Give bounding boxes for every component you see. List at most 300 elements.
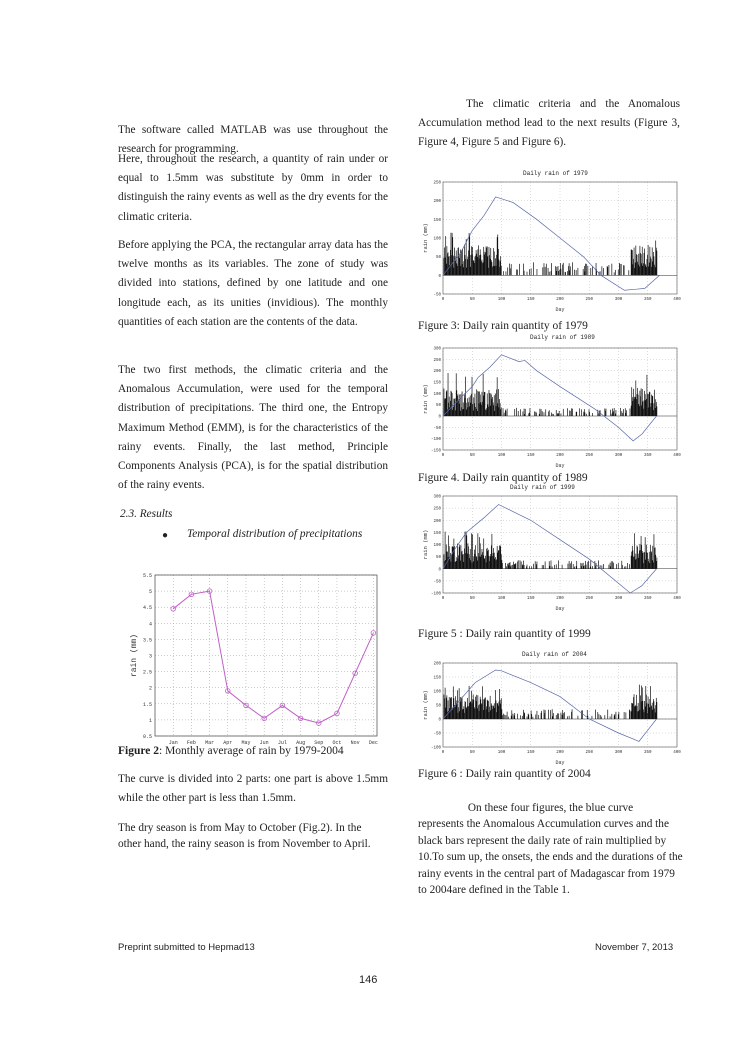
rain-bar — [619, 712, 620, 719]
rain-bar — [535, 715, 536, 719]
rain-bar — [576, 412, 577, 416]
y-tick-label: 0 — [438, 415, 441, 420]
x-tick-label: 150 — [526, 597, 535, 601]
rain-bar — [576, 270, 577, 275]
rain-bar — [521, 561, 522, 568]
rain-bar — [514, 713, 515, 719]
x-tick-label: 300 — [614, 597, 623, 601]
y-tick-label: 50 — [435, 704, 441, 709]
rain-bar — [611, 561, 612, 568]
rain-bar — [514, 409, 515, 416]
rain-bar — [559, 411, 560, 416]
rain-bar — [503, 408, 504, 416]
rain-bar — [572, 709, 573, 719]
rain-bar — [516, 408, 517, 416]
rain-bar — [540, 409, 541, 416]
y-tick-label: 300 — [433, 495, 441, 500]
y-tick-label: 300 — [433, 347, 441, 352]
rain-bar — [572, 409, 573, 416]
rain-bar — [581, 711, 582, 719]
rain-bar — [541, 711, 542, 719]
rain-bar — [599, 714, 600, 719]
x-tick-label: 150 — [526, 454, 535, 458]
anomalous-accumulation-curve — [443, 504, 657, 593]
y-tick-label: 200 — [433, 200, 441, 205]
figure-2-label: Figure 2 — [118, 745, 159, 757]
rain-bar — [503, 271, 504, 275]
x-tick-label: 0 — [441, 597, 445, 601]
y-tick-label: 100 — [433, 392, 441, 397]
rain-bar — [556, 715, 557, 719]
rain-bar — [602, 266, 603, 275]
rain-bar — [529, 566, 530, 569]
rain-bar — [511, 565, 512, 568]
rain-bar — [574, 567, 575, 569]
rain-bar — [618, 270, 619, 276]
x-tick-label: 150 — [526, 298, 535, 302]
rain-bar — [624, 712, 625, 719]
rain-bar — [614, 714, 615, 719]
rain-bar — [561, 713, 562, 719]
rain-bar — [553, 713, 554, 719]
rain-bar — [504, 413, 505, 416]
x-axis-label: Day — [555, 760, 565, 766]
y-tick-label: -50 — [433, 426, 441, 431]
rain-bar — [556, 564, 557, 568]
rain-bar — [536, 413, 537, 416]
y-axis-label: rain (mm) — [422, 690, 429, 720]
rain-bar — [508, 717, 509, 719]
y-tick-label: -100 — [430, 438, 441, 443]
rain-bar — [524, 271, 525, 276]
rain-bar — [545, 710, 546, 719]
y-tick-label: 250 — [433, 181, 441, 186]
rain-bar — [524, 565, 525, 569]
rain-bar — [558, 271, 559, 275]
rain-bar — [506, 411, 507, 416]
rain-bar — [523, 411, 524, 416]
x-tick-label: 150 — [526, 751, 535, 755]
rain-bar — [583, 269, 584, 275]
x-tick-label: 400 — [673, 454, 681, 458]
rain-bar — [528, 715, 529, 719]
paragraph-pca: Before applying the PCA, the rectangular array data has the twelve months as its variables. The zone of study was divided into stations, defined by one latitude and one longitude each, as its unities (invidious). The monthly quantities of each station are the contents of the data. — [118, 239, 388, 328]
x-tick-label: 350 — [643, 298, 652, 302]
x-tick-label: Feb — [186, 740, 196, 746]
paragraph-first-line: On these four figures, the blue curve — [467, 802, 634, 814]
figure-5-title: Daily rain of 1999 — [510, 484, 575, 491]
rain-bar — [612, 561, 613, 568]
y-tick-label: 1.5 — [142, 701, 152, 708]
rain-bar — [624, 265, 625, 275]
rain-bar — [524, 713, 525, 719]
x-tick-label: 200 — [556, 454, 564, 458]
rain-bar — [582, 710, 583, 719]
x-tick-label: 300 — [614, 454, 623, 458]
rain-bar — [535, 561, 536, 569]
y-tick-label: -150 — [430, 449, 441, 454]
rain-bar — [586, 565, 587, 569]
rain-bar — [556, 410, 557, 416]
x-tick-label: Jul — [277, 740, 287, 746]
rain-bar — [595, 710, 596, 719]
rain-bar — [590, 268, 591, 275]
rain-bar — [520, 715, 521, 719]
rain-bar — [571, 408, 572, 416]
rain-bar — [549, 410, 550, 416]
paragraph-results-intro: The climatic criteria and the Anomalous Accumulation method lead to the next results (Figure 3, Figure 4, Figure 5 and Figure 6). — [418, 98, 680, 149]
x-tick-label: 250 — [585, 597, 594, 601]
figure-6-title: Daily rain of 2004 — [522, 651, 587, 658]
rain-bar — [606, 409, 607, 416]
rain-bar — [518, 411, 519, 416]
y-tick-label: 3 — [148, 653, 152, 660]
rain-bar — [545, 267, 546, 275]
rain-bar — [657, 558, 658, 569]
rain-bar — [520, 560, 521, 568]
y-axis-label: rain (mm) — [422, 223, 429, 253]
rain-bar — [657, 406, 658, 416]
y-tick-label: 150 — [433, 531, 441, 536]
page-number: 146 — [359, 974, 378, 986]
y-tick-label: 0 — [438, 274, 441, 279]
x-tick-label: May — [241, 740, 251, 746]
x-tick-label: 50 — [469, 454, 475, 458]
rain-bar — [522, 716, 523, 719]
rain-bar — [626, 712, 627, 719]
y-tick-label: 150 — [433, 218, 441, 223]
rain-bar — [564, 712, 565, 719]
x-tick-label: 50 — [469, 751, 475, 755]
rain-bar — [506, 271, 507, 275]
paragraph-threshold: Here, throughout the research, a quantity of rain under or equal to 1.5mm was substitute by 0mm in order to distinguish the rainy events as well as the dry events for the climatic criteria. — [118, 153, 388, 223]
figure-5-caption: Figure 5 : Daily rain quantity of 1999 — [418, 628, 591, 640]
rain-bar — [507, 409, 508, 416]
x-tick-label: Dec — [368, 740, 378, 746]
rain-bar — [518, 560, 519, 569]
y-tick-label: 0 — [438, 718, 441, 723]
rain-bar — [630, 409, 631, 416]
rain-bar — [624, 567, 625, 569]
rain-bar — [657, 702, 658, 719]
y-tick-label: 5.5 — [142, 573, 152, 579]
rain-bar — [570, 266, 571, 275]
rain-bar — [604, 715, 605, 719]
rain-bar — [542, 565, 543, 569]
y-tick-label: 150 — [433, 676, 441, 681]
rain-bar — [609, 265, 610, 275]
rain-bar — [507, 712, 508, 719]
x-tick-label: Jan — [168, 740, 178, 746]
figure-4-title: Daily rain of 1989 — [530, 334, 595, 341]
rain-bar — [609, 565, 610, 569]
y-tick-label: 2 — [148, 685, 152, 692]
x-tick-label: 200 — [556, 751, 564, 755]
paragraph-methods: The two first methods, the climatic criteria and the Anomalous Accumulation, were used for the temporal distribution of precipitations. The third one, the Entropy Maximum Method (EMM), is for the characteristics of the rainy events. Finally, the last method, Principle Components Analysis (PCA), is for the spatial distribution of the rainy events. — [118, 364, 388, 492]
rain-bar — [517, 270, 518, 276]
figure-6-caption: Figure 6 : Daily rain quantity of 2004 — [418, 768, 591, 780]
rain-bar — [551, 560, 552, 568]
x-tick-label: 250 — [585, 298, 594, 302]
rain-bar — [504, 715, 505, 719]
figure-2-text: : Monthly average of rain by 1979-2004 — [159, 745, 344, 757]
rain-bar — [590, 560, 591, 569]
rain-bar — [558, 713, 559, 719]
daily-rain-1979-chart — [415, 176, 685, 316]
rain-bar — [563, 409, 564, 416]
y-tick-label: 200 — [433, 662, 441, 667]
x-tick-label: 400 — [673, 298, 681, 302]
rain-bar — [613, 563, 614, 569]
rain-bar — [611, 264, 612, 276]
rain-bar — [513, 714, 514, 719]
y-tick-label: 100 — [433, 237, 441, 242]
rain-bar — [520, 409, 521, 416]
x-tick-label: Mar — [205, 740, 215, 746]
x-tick-label: 100 — [497, 454, 506, 458]
rain-bar — [563, 263, 564, 275]
rain-bar — [544, 263, 545, 275]
y-tick-label: 50 — [435, 404, 441, 409]
x-tick-label: 50 — [469, 298, 475, 302]
y-tick-label: 5 — [148, 589, 152, 596]
y-tick-label: 100 — [433, 690, 441, 695]
rain-bar — [501, 407, 502, 416]
y-axis-label: rain (mm) — [422, 384, 429, 414]
rain-bar — [616, 564, 617, 569]
rain-bar — [569, 561, 570, 569]
y-tick-label: -50 — [433, 732, 441, 737]
rain-bar — [527, 565, 528, 569]
rain-bar — [568, 564, 569, 569]
x-tick-label: 100 — [497, 597, 506, 601]
rain-bar — [537, 269, 538, 275]
x-tick-label: 350 — [643, 597, 652, 601]
x-tick-label: 100 — [497, 298, 506, 302]
rain-bar — [567, 408, 568, 416]
paragraph-seasons: The dry season is from May to October (Fig.2). In the other hand, the rainy season is from November to April. — [118, 822, 371, 851]
y-tick-label: -50 — [433, 580, 441, 585]
x-tick-label: 0 — [441, 454, 445, 458]
rain-bar — [533, 717, 534, 719]
rain-bar — [527, 272, 528, 276]
rain-bar — [607, 267, 608, 275]
rain-bar — [516, 563, 517, 568]
anomalous-accumulation-curve — [443, 670, 657, 741]
rain-bar — [502, 563, 503, 569]
rain-bar — [561, 413, 562, 416]
x-tick-label: 200 — [556, 597, 564, 601]
rain-bar — [592, 566, 593, 569]
x-tick-label: 350 — [643, 454, 652, 458]
rain-bar — [607, 710, 608, 719]
daily-rain-1999-chart — [415, 490, 685, 615]
rain-bar — [531, 714, 532, 719]
section-heading: 2.3. Results — [120, 508, 173, 520]
rain-bar — [501, 266, 502, 276]
rain-bar — [506, 715, 507, 719]
rain-bar — [598, 560, 599, 568]
rain-bar — [537, 562, 538, 569]
rain-bar — [545, 561, 546, 568]
rain-bar — [538, 715, 539, 719]
y-tick-label: -100 — [430, 592, 441, 597]
y-tick-label: 250 — [433, 358, 441, 363]
rain-bar — [530, 408, 531, 416]
rain-bar — [572, 262, 573, 275]
rain-bar — [571, 561, 572, 568]
rain-bar — [533, 564, 534, 569]
x-axis-label: Day — [555, 463, 565, 469]
paragraph-rest: represents the Anomalous Accumulation curves and the black bars represent the daily rate of rain multiplied by 10.To sum up, the onsets, the ends and the durations of the rainy events in the central part of Madagascar from 1979 to 2004are defined in the Table 1. — [418, 818, 683, 897]
rain-bar — [588, 561, 589, 569]
x-tick-label: 200 — [556, 298, 564, 302]
y-tick-label: 200 — [433, 519, 441, 524]
y-tick-label: 50 — [435, 256, 441, 261]
rain-bar — [544, 412, 545, 416]
rain-bar — [589, 412, 590, 416]
rain-bar — [511, 264, 512, 275]
paragraph-matlab: The software called MATLAB was use throughout the research for programming. — [118, 124, 388, 156]
rain-bar — [567, 271, 568, 275]
y-axis-label: rain (mm) — [422, 529, 429, 560]
rain-bar — [567, 716, 568, 719]
figure-3-caption: Figure 3: Daily rain quantity of 1979 — [418, 320, 588, 332]
rain-bar — [614, 408, 615, 416]
rain-bar — [558, 560, 559, 568]
rain-bar — [601, 717, 602, 719]
x-tick-label: 300 — [614, 751, 623, 755]
rain-bar — [627, 563, 628, 569]
rain-bar — [578, 268, 579, 275]
rain-bar — [574, 270, 575, 276]
daily-rain-1989-chart — [415, 342, 685, 472]
rain-bar — [507, 268, 508, 276]
rain-bar — [616, 712, 617, 719]
rain-bar — [621, 264, 622, 275]
rain-bar — [527, 717, 528, 719]
x-tick-label: Nov — [350, 740, 360, 746]
rain-bar — [578, 716, 579, 719]
rain-bar — [592, 716, 593, 719]
rain-bar — [569, 410, 570, 416]
rain-bar — [543, 565, 544, 569]
rain-bar — [620, 408, 621, 416]
anomalous-accumulation-curve — [443, 197, 659, 290]
rain-bar — [602, 565, 603, 568]
paragraph-curve: The curve is divided into 2 parts: one part is above 1.5mm while the other part is less than 1.5mm. — [118, 773, 388, 805]
x-tick-label: 100 — [497, 751, 506, 755]
footer-preprint: Preprint submitted to Hepmad13 — [118, 942, 255, 953]
rain-bar — [502, 715, 503, 719]
y-tick-label: 200 — [433, 370, 441, 375]
y-tick-label: 3.5 — [142, 637, 152, 644]
rain-bar — [622, 565, 623, 569]
rain-bar — [541, 409, 542, 416]
rain-bar — [630, 710, 631, 719]
rain-bar — [531, 566, 532, 568]
y-tick-label: 2.5 — [142, 669, 152, 676]
rain-bar — [556, 267, 557, 275]
x-tick-label: 400 — [673, 751, 681, 755]
rain-bar — [561, 269, 562, 276]
y-tick-label: 4 — [148, 621, 152, 628]
rain-bar — [542, 267, 543, 275]
rain-bar — [565, 272, 566, 275]
y-tick-label: -100 — [430, 746, 441, 751]
rain-bar — [657, 251, 658, 276]
figure-2-caption — [118, 745, 344, 757]
rain-bar — [549, 272, 550, 276]
x-tick-label: 300 — [614, 298, 623, 302]
rain-bar — [505, 563, 506, 569]
rain-bar — [576, 561, 577, 569]
y-tick-label: 1 — [148, 717, 152, 724]
rain-bar — [615, 270, 616, 275]
rain-bar — [511, 710, 512, 719]
figure-3-title: Daily rain of 1979 — [523, 170, 588, 177]
rain-bar — [616, 410, 617, 416]
x-axis-label: Day — [555, 606, 565, 612]
x-tick-label: Jun — [259, 740, 269, 746]
rain-bar — [533, 262, 534, 275]
rain-bar — [573, 564, 574, 569]
rain-bar — [626, 410, 627, 416]
rain-bar — [623, 409, 624, 416]
rain-bar — [622, 413, 623, 416]
rain-bar — [603, 564, 604, 569]
x-tick-label: 350 — [643, 751, 652, 755]
rain-bar — [614, 272, 615, 275]
x-tick-label: 50 — [469, 597, 475, 601]
rain-bar — [519, 264, 520, 275]
x-tick-label: Aug — [296, 740, 306, 746]
rain-bar — [603, 268, 604, 275]
rain-bar — [587, 266, 588, 276]
monthly-rain-chart — [118, 565, 390, 750]
rain-bar — [509, 264, 510, 276]
x-tick-label: Sep — [314, 740, 324, 746]
paragraph-figures-summary — [418, 800, 683, 898]
rain-bar — [583, 566, 584, 569]
rain-bar — [592, 266, 593, 275]
rain-bar — [553, 414, 554, 416]
y-tick-label: 100 — [433, 544, 441, 548]
x-tick-label: 250 — [585, 751, 594, 755]
rain-bar — [506, 566, 507, 568]
rain-bar — [582, 563, 583, 568]
footer-date: November 7, 2013 — [595, 942, 674, 953]
rain-bar — [586, 414, 587, 416]
rain-bar — [551, 263, 552, 275]
monthly-rain-line — [173, 591, 373, 723]
rain-bar — [542, 411, 543, 416]
rain-bar — [597, 712, 598, 719]
rain-bar — [581, 409, 582, 416]
rain-bar — [611, 714, 612, 719]
rain-bar — [554, 565, 555, 569]
x-tick-label: 250 — [585, 454, 594, 458]
x-tick-label: Oct — [332, 740, 342, 746]
rain-bar — [525, 409, 526, 416]
x-tick-label: Apr — [223, 740, 233, 746]
rain-bar — [503, 714, 504, 719]
rain-bar — [598, 413, 599, 416]
rain-bar — [531, 268, 532, 275]
rain-bar — [548, 268, 549, 275]
rain-bar — [516, 270, 517, 276]
y-tick-label: 0 — [438, 568, 441, 573]
